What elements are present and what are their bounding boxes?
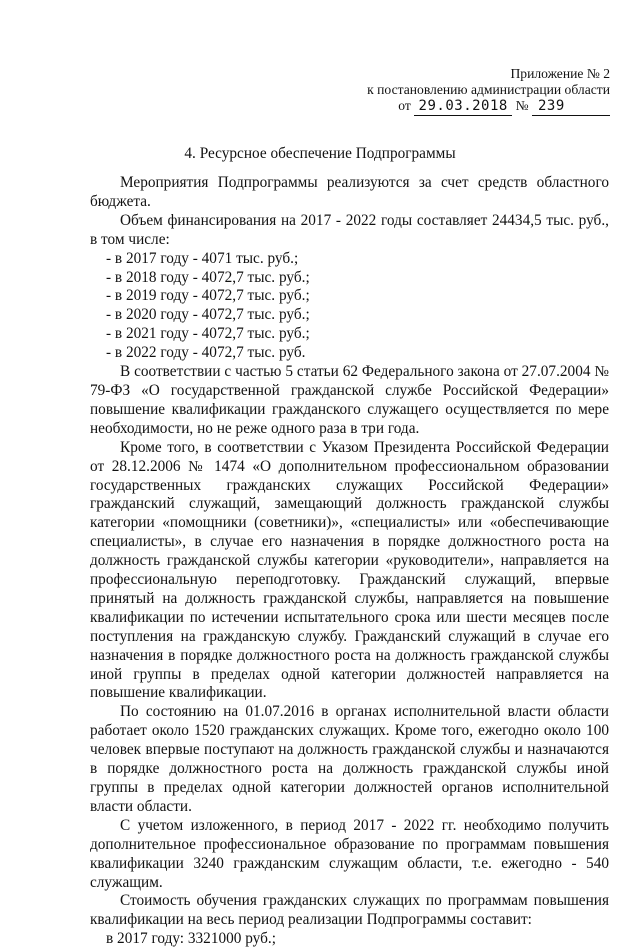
paragraph: С учетом изложенного, в период 2017 - 2022 гг. необходимо получить дополнительное профессиональное образование по программам повышения квалификации 3240 гражданским служащим области, т.е. ежегодно - 540 служащим. — [90, 816, 609, 891]
funding-item: - в 2019 году - 4072,7 тыс. руб.; — [106, 287, 310, 305]
funding-item: - в 2020 году - 4072,7 тыс. руб.; — [106, 306, 310, 324]
approval-date: 29.03.2018 — [414, 99, 512, 116]
approval-line — [367, 98, 610, 116]
paragraph: Стоимость обучения гражданских служащих по программам повышения квалификации на весь период реализации Подпрограммы составит: — [90, 892, 609, 929]
cost-item: в 2017 году: 3321000 руб.; — [106, 930, 276, 948]
funding-item: - в 2017 году - 4071 тыс. руб.; — [106, 249, 299, 267]
document-body — [90, 174, 609, 949]
funding-item: - в 2021 году - 4072,7 тыс. руб.; — [106, 325, 310, 343]
paragraph: По состоянию на 01.07.2016 в органах исполнительной власти области работает около 1520 гражданских служащих. Кроме того, ежегодно около 100 человек впервые поступают на должность гражданской службы и назначаются в порядке должностного роста на должность гражданской службы иной группы в пределах одной категории должностей органов исполнительной власти области. — [90, 703, 609, 815]
funding-item: - в 2018 году - 4072,7 тыс. руб.; — [106, 268, 310, 286]
resolution-label: к постановлению администрации области — [367, 81, 610, 97]
appendix-label: Приложение № 2 — [510, 66, 610, 81]
paragraph: Кроме того, в соответствии с Указом Президента Российской Федерации от 28.12.2006 № 1474 «О дополнительном профессиональном образовании государственных гражданских служащих Российской Федерации» гражданский служащий, замещающий должность гражданской службы категории «помощники (советники)», «специалисты» или «обеспечивающие специалисты», в случае его назначения в порядке должностного роста на должность гражданской службы категории «руководители», направляется на профессиональную переподготовку. Гражданский служащий, впервые принятый на должность гражданской службы, направляется на повышение квалификации по истечении испытательного срока или шести месяцев после поступления на гражданскую службу. Гражданский служащий в случае его назначения в порядке должностного роста на должность гражданской службы иной группы в пределах одной категории должностей направляется на повышение квалификации. — [90, 438, 609, 702]
paragraph: Объем финансирования на 2017 - 2022 годы составляет 24434,5 тыс. руб., в том числе: — [90, 211, 609, 248]
document-header — [367, 66, 610, 116]
from-label: от — [398, 98, 411, 113]
funding-item: - в 2022 году - 4072,7 тыс. руб. — [106, 344, 306, 362]
section-title: 4. Ресурсное обеспечение Подпрограммы — [184, 145, 456, 162]
number-label: № — [515, 98, 529, 113]
paragraph: В соответствии с частью 5 статьи 62 Федерального закона от 27.07.2004 № 79-ФЗ «О государственной гражданской службе Российской Федерации» повышение квалификации гражданского служащего осуществляется по мере необходимости, но не реже одного раза в три года. — [90, 363, 609, 437]
paragraph: Мероприятия Подпрограммы реализуются за счет средств областного бюджета. — [90, 174, 609, 210]
approval-number: 239 — [532, 99, 610, 116]
